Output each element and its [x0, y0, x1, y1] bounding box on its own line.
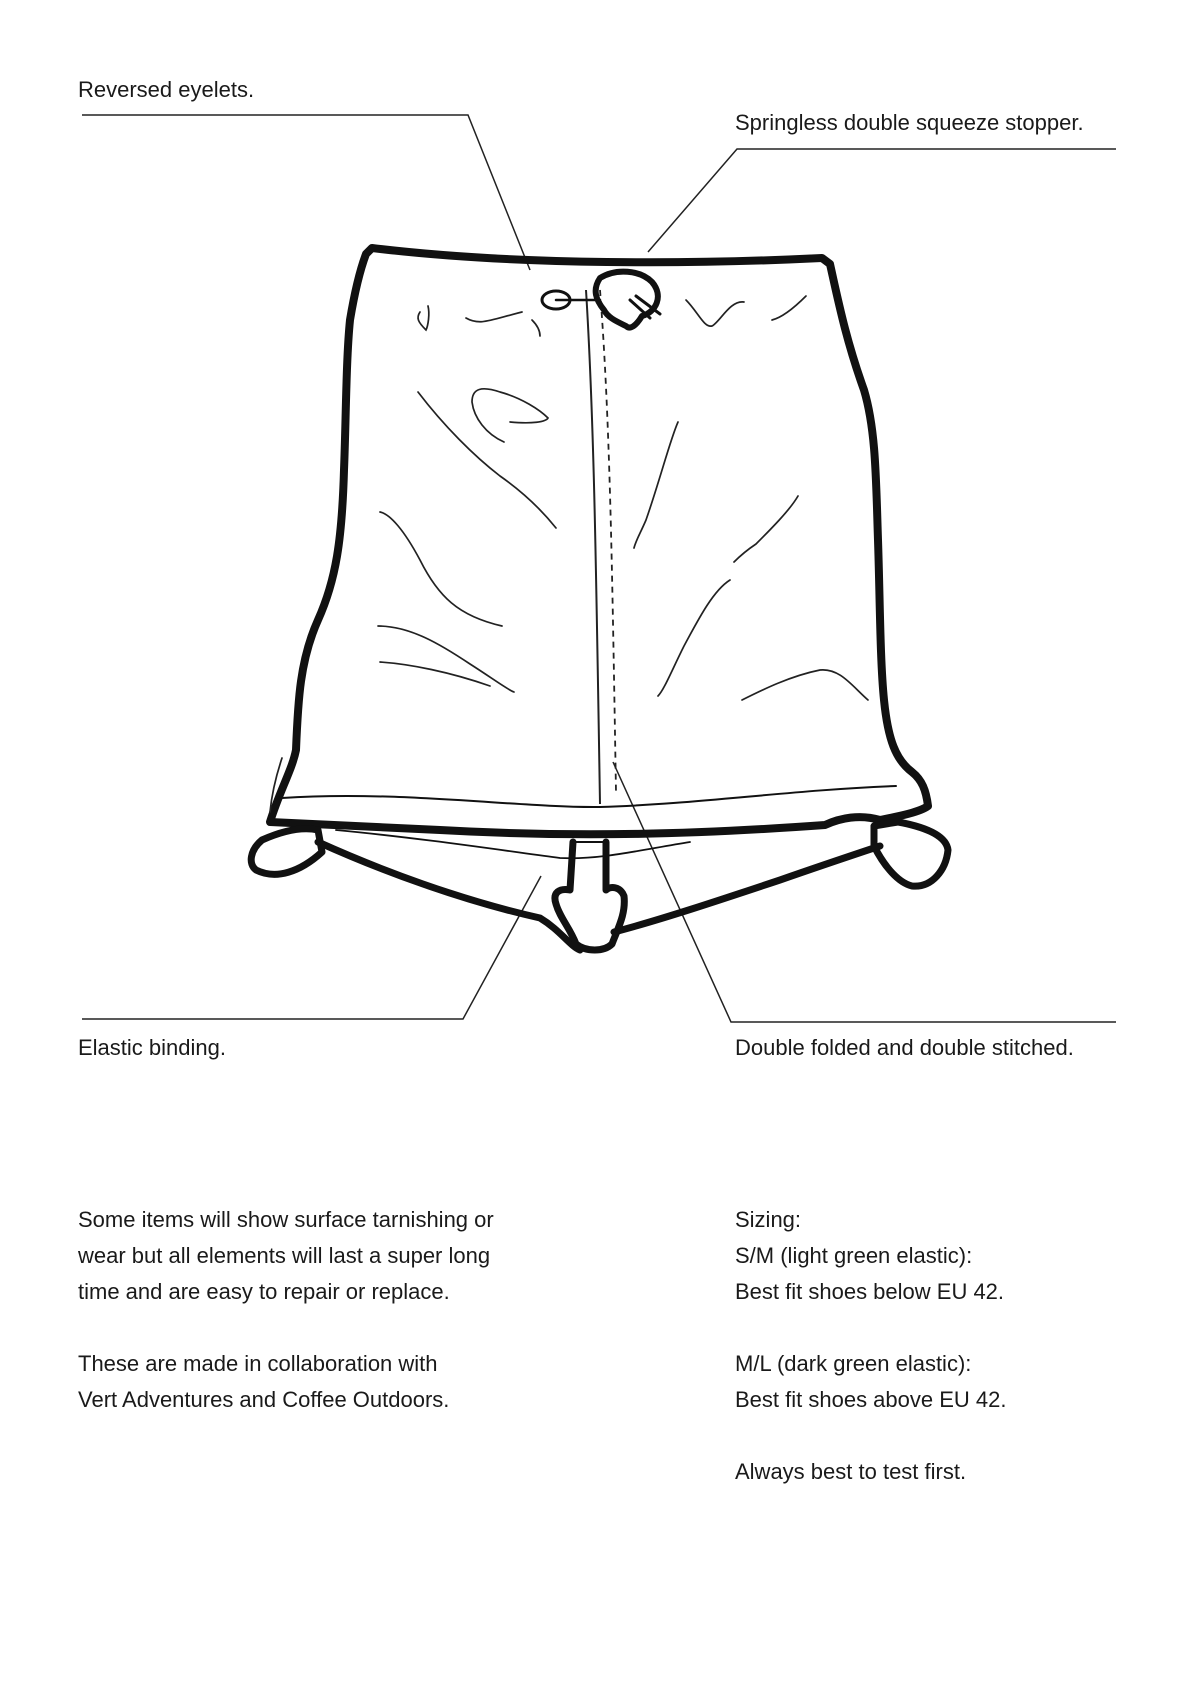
sizing-advice: Always best to test first. [735, 1459, 967, 1484]
sizing-sm-fit: Best fit shoes below EU 42. [735, 1279, 1005, 1304]
sizing-ml-fit: Best fit shoes above EU 42. [735, 1387, 1007, 1412]
gaiter-body [251, 248, 948, 950]
top-hardware [542, 272, 660, 328]
fabric-wrinkles [270, 296, 868, 812]
centre-seam [586, 290, 616, 804]
callout-stopper: Springless double squeeze stopper. [735, 110, 1084, 135]
right-tab [874, 822, 948, 886]
callout-double-folded: Double folded and double stitched. [735, 1035, 1074, 1060]
wrinkle [418, 306, 429, 330]
callout-reversed-eyelets: Reversed eyelets. [78, 77, 255, 102]
wrinkle [634, 422, 678, 548]
leader-stopper [648, 149, 1116, 252]
wrinkle [686, 300, 744, 326]
notes-block [78, 1202, 518, 1418]
wrinkle [734, 496, 798, 562]
top-stopper [596, 272, 658, 328]
durability-note: Some items will show surface tarnishing or wear but all elements will last a super long time and are easy to repair or replace. [78, 1207, 494, 1304]
left-tab [251, 829, 322, 875]
wrinkle [658, 580, 730, 696]
wrinkle [772, 296, 806, 320]
cuff-edge [318, 842, 880, 950]
callout-leaders [82, 115, 1116, 1022]
leader-reversed-eyelets [82, 115, 530, 270]
wrinkle [418, 392, 556, 528]
wrinkle [380, 512, 502, 626]
seam-line [586, 290, 600, 804]
wrinkle [466, 312, 540, 336]
wrinkle [378, 626, 514, 692]
wrinkle [472, 389, 548, 442]
stitch-line [600, 290, 616, 792]
sizing-sm-label: S/M (light green elastic): [735, 1243, 973, 1268]
collaboration-note-line2: Vert Adventures and Coffee Outdoors. [78, 1387, 450, 1412]
callout-elastic-binding: Elastic binding. [78, 1035, 226, 1060]
hem-fold-line [282, 786, 896, 807]
sizing-block [735, 1202, 1155, 1490]
sizing-heading: Sizing: [735, 1207, 802, 1232]
collaboration-note-line1: These are made in collaboration with [78, 1351, 438, 1376]
wrinkle [742, 670, 868, 700]
sizing-ml-label: M/L (dark green elastic): [735, 1351, 972, 1376]
